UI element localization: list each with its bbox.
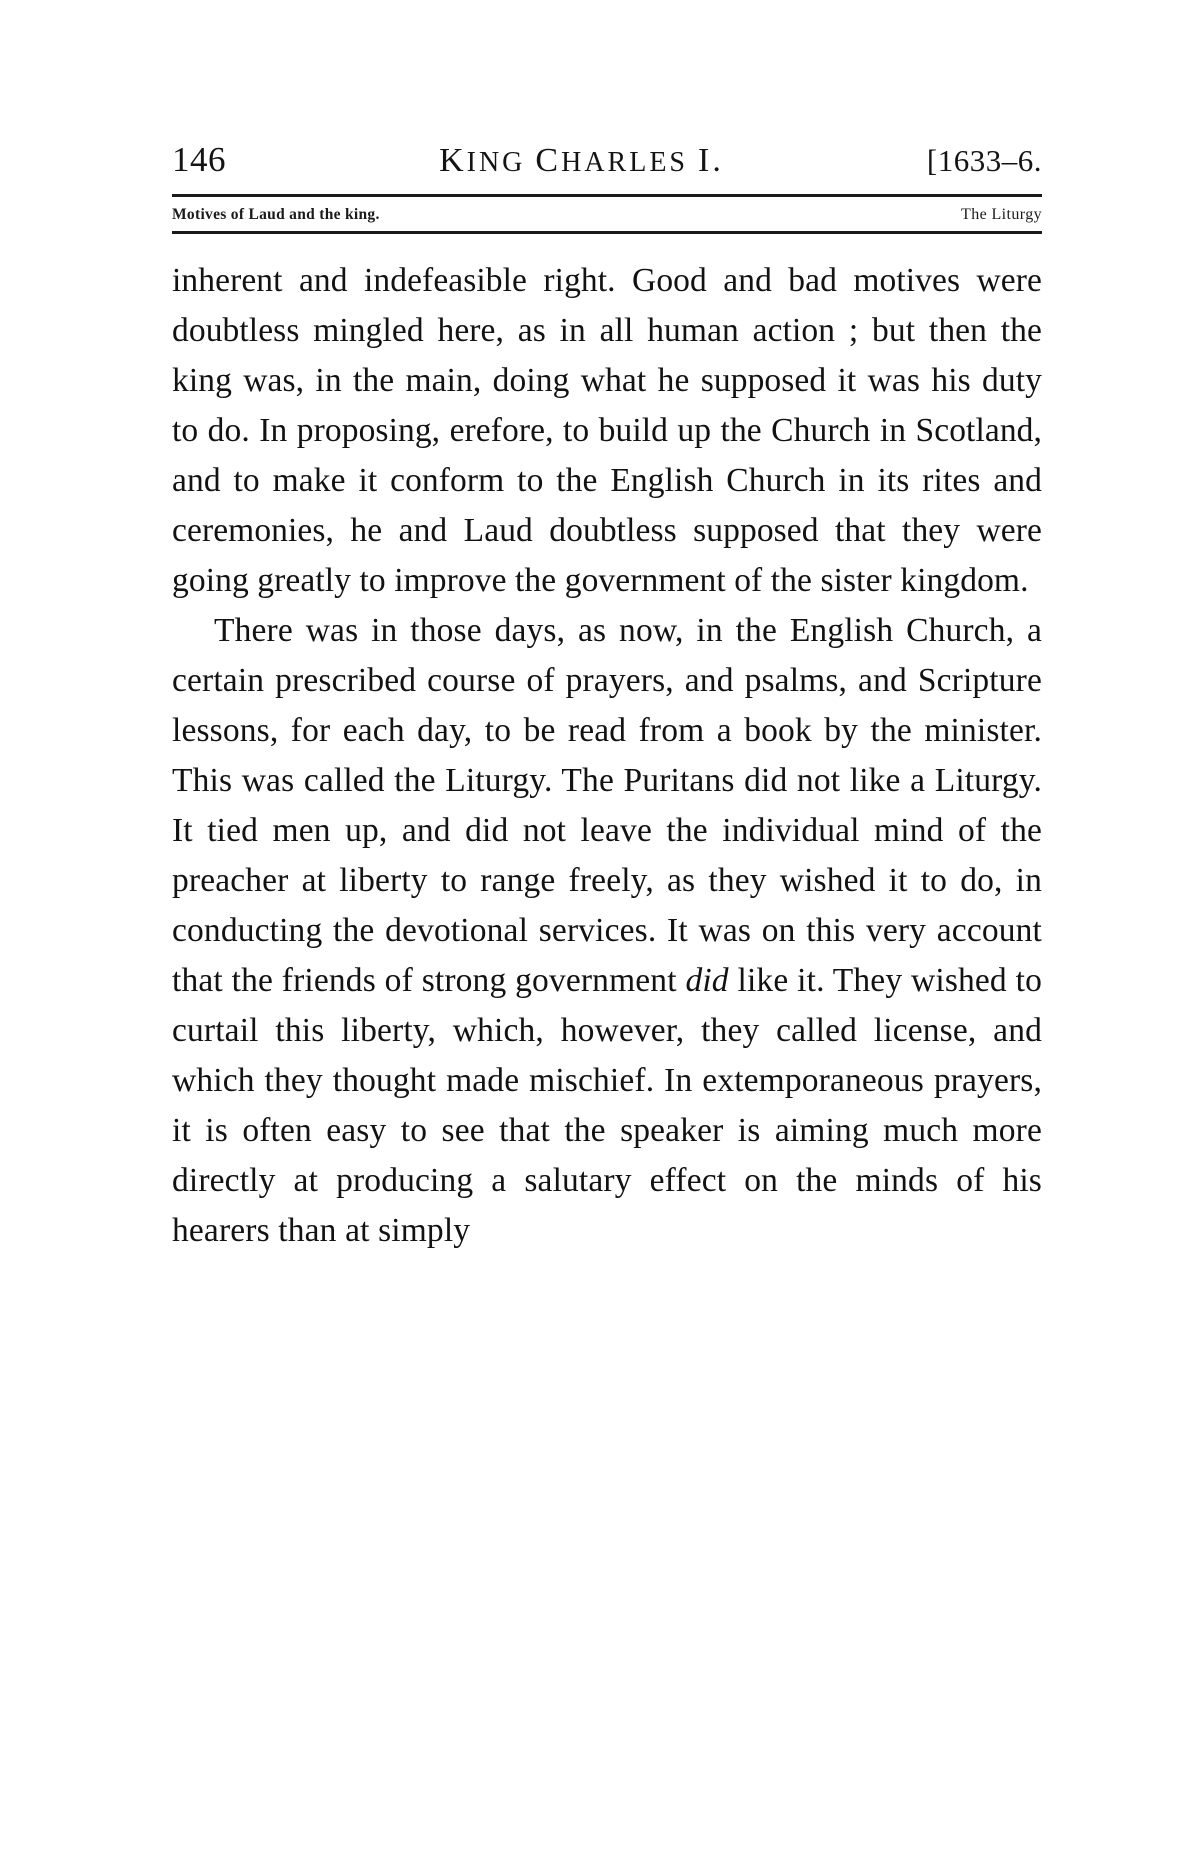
- running-title-c: C: [535, 142, 562, 179]
- running-title-ing: ING: [466, 147, 536, 178]
- running-title-harles: HARLES: [561, 147, 698, 178]
- paragraph-1: inherent and indefeasible right. Good and bad motives were doubtless mingled here, as in all human action ; but then the king was, in the main, doing what he supposed it was his duty to do. In proposing, erefore, to build up the Church in Scotland, and to make it conform to the English Church in its rites and ceremonies, he and Laud doubtless supposed that they were going greatly to improve the government of the sister kingdom.: [172, 262, 1042, 599]
- running-title-numeral: I.: [698, 142, 724, 179]
- page-number: 146: [172, 140, 226, 179]
- marginal-note-line: [172, 206, 1042, 224]
- running-title-k: K: [439, 142, 467, 179]
- running-head-date: [1633–6.: [926, 143, 1042, 178]
- paragraph-2-part-b: like it. They wished to curtail this liberty, which, however, they called license, and which they thought made mischief. In extemporaneous prayers, it is often easy to see that the speaker is aiming much more directly at producing a salutary effect on the minds of his hearers than at simply: [172, 962, 1042, 1249]
- paragraph-2: [172, 606, 1042, 1256]
- page-content: [172, 140, 1042, 1256]
- running-title: [226, 142, 927, 180]
- paragraph-2-emphasis: did: [685, 962, 729, 999]
- body-text: [172, 256, 1042, 1256]
- header-rule: [172, 194, 1042, 197]
- running-head: [172, 140, 1042, 180]
- paragraph-2-part-a: There was in those days, as now, in the English Church, a certain prescribed course of prayers, and psalms, and Scripture lessons, for each day, to be read from a book by the minister. This was called the Liturgy. The Puritans did not like a Liturgy. It tied men up, and did not leave the individual mind of the preacher at liberty to range freely, as they wished it to do, in conducting the devotional services. It was on this very account that the friends of strong government: [172, 612, 1042, 999]
- marginal-note-left: Motives of Laud and the king.: [172, 206, 380, 223]
- marginal-note-right: The Liturgy: [961, 206, 1042, 223]
- subheader-rule: [172, 231, 1042, 234]
